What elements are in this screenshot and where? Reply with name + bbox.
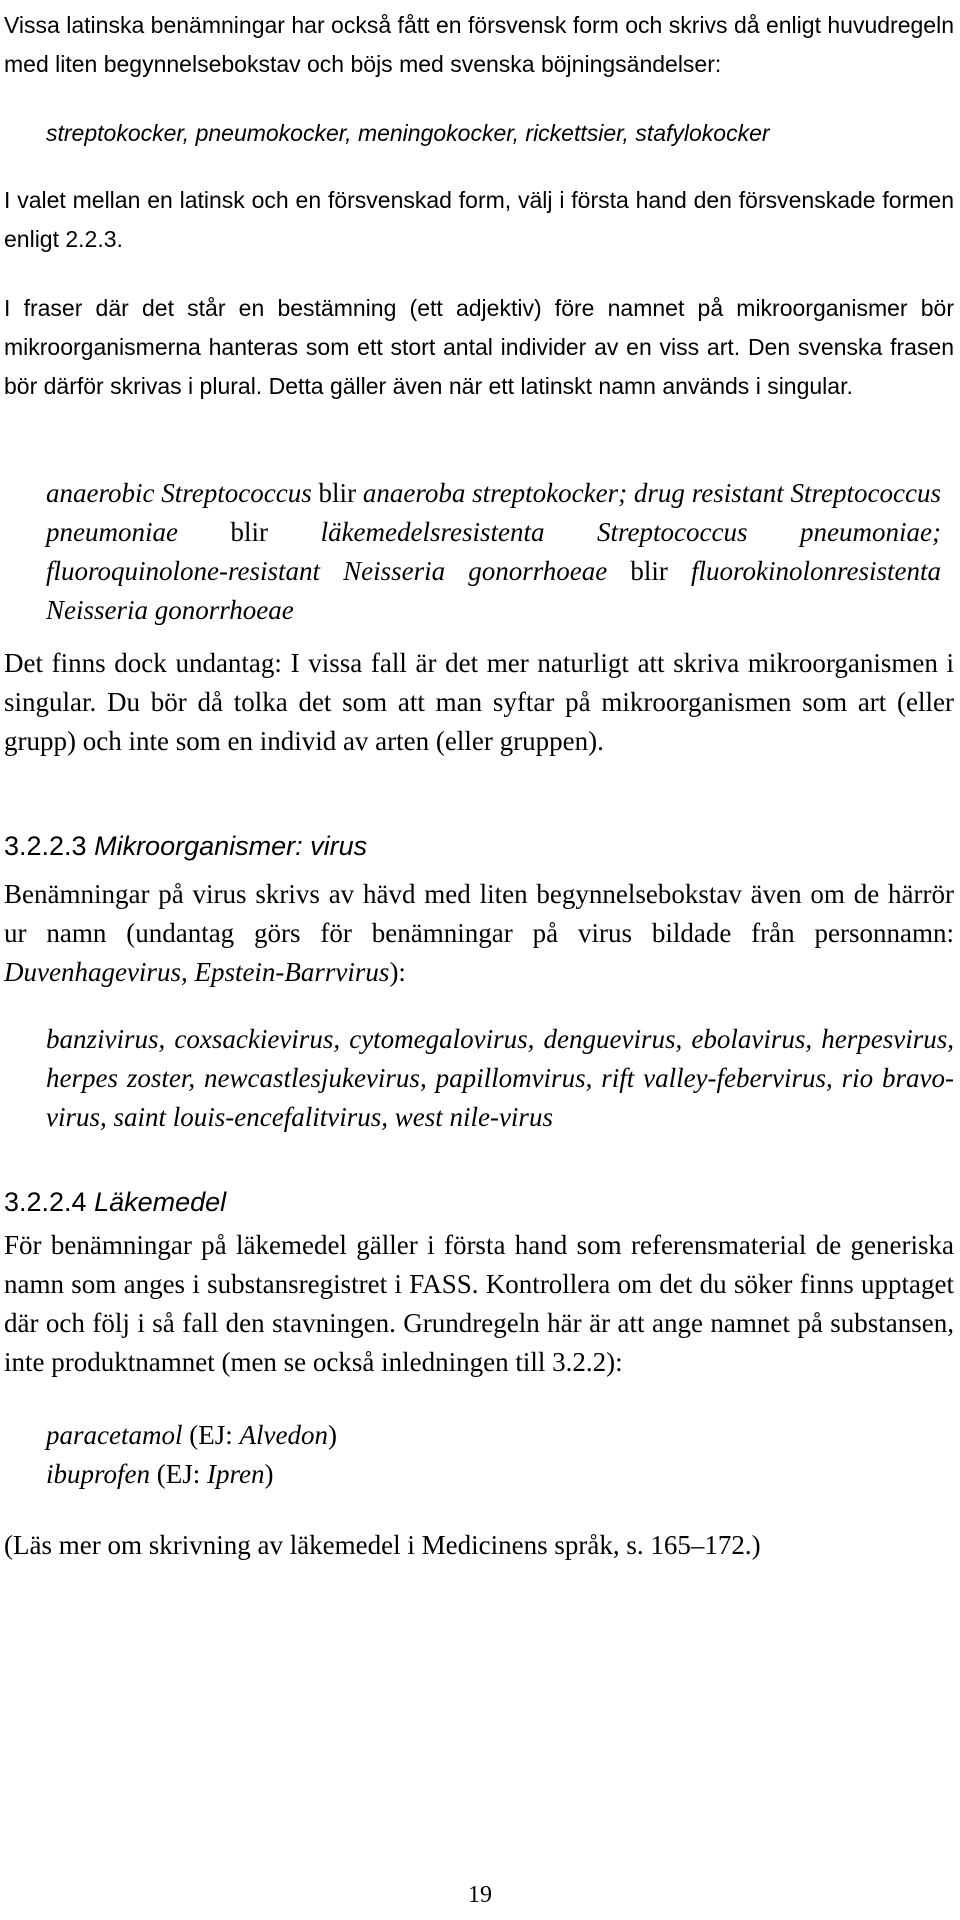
example-connector: blir xyxy=(607,556,691,586)
section-heading-virus xyxy=(4,828,954,864)
paragraph-drugs-rule: För benämningar på läkemedel gäller i första hand som referensmaterial de generiska namn som anges i substansregistret i FASS. Kontrollera om det du söker finns upptaget där och följ i så fall den stavningen. Grundregeln här är att ange namnet på substansen, inte produktnamnet (men se också inledningen till 3.2.2): xyxy=(4,1230,954,1377)
virus-examples: banzivirus, coxsackievirus, cytomegalovirus, denguevirus, ebolavirus, herpesvirus, herpes zoster, newcastlesjukevirus, papillomvirus, rift valley-febervirus, rio bravo-virus, saint louis-encefalitvirus, west nile-virus xyxy=(46,1024,954,1132)
virus-rule-examples: Duvenhagevirus, Epstein-Barrvirus xyxy=(4,957,390,987)
virus-rule-text: Benämningar på virus skrivs av hävd med liten begynnelsebokstav även om de härrör ur namn (undantag görs för benämningar på virus bildade från personnamn: xyxy=(4,879,954,948)
drug-reference-note: (Läs mer om skrivning av läkemedel i Medicinens språk, s. 165–172.) xyxy=(4,1530,761,1560)
example-term: anaeroba streptokocker; drug resistant Streptococcus pneumoniae xyxy=(46,478,942,547)
example-connector: ) xyxy=(264,1459,274,1489)
example-swedish-forms: streptokocker, pneumokocker, meningokocker, rickettsier, stafylokocker xyxy=(46,120,770,146)
section-number: 3.2.2.3 xyxy=(4,831,95,861)
example-connector: blir xyxy=(311,478,363,508)
paragraph-plural-rule: I fraser där det står en bestämning (ett adjektiv) före namnet på mikroorganismer bör mikroorganismerna hanteras som ett stort antal individer av en viss art. Den svenska frasen bör därför skrivas i plural. Detta gäller även när ett latinskt namn används i singular. xyxy=(4,295,954,399)
section-number: 3.2.2.4 xyxy=(4,1187,95,1217)
paragraph-virus-rule xyxy=(4,875,954,992)
example-term: läkemedelsresistenta Streptococcus pneumoniae; fluoroquinolone-resistant Neisseria gonorrhoeae xyxy=(46,517,941,586)
example-connector: ) xyxy=(327,1420,337,1450)
paragraph-choose-form: I valet mellan en latinsk och en försvenskad form, välj i första hand den försvenskade formen enligt 2.2.3. xyxy=(4,187,954,252)
section-title: Läkemedel xyxy=(94,1187,227,1217)
brand-name: Ipren xyxy=(207,1459,265,1489)
generic-name: paracetamol xyxy=(46,1420,183,1450)
drug-example-1 xyxy=(46,1416,946,1455)
brand-name: Alvedon xyxy=(239,1420,328,1450)
page-number: 19 xyxy=(468,1882,492,1908)
example-connector: blir xyxy=(177,517,321,547)
paragraph-exception: Det finns dock undantag: I vissa fall är det mer naturligt att skriva mikroorganismen i singular. Du bör då tolka det som att man syftar på mikroorganismen som art (eller grupp) och inte som en individ av arten (eller gruppen). xyxy=(4,648,954,756)
drug-example-2 xyxy=(46,1455,946,1494)
plural-example xyxy=(46,474,941,630)
example-term: anaerobic Streptococcus xyxy=(46,478,312,508)
section-heading-drugs xyxy=(4,1184,954,1220)
generic-name: ibuprofen xyxy=(46,1459,150,1489)
example-term: fluorokinolonresistenta Neisseria gonorrhoeae xyxy=(46,556,941,625)
virus-rule-end: ): xyxy=(389,957,406,987)
example-connector: (EJ: xyxy=(150,1459,207,1489)
example-connector: (EJ: xyxy=(182,1420,240,1450)
paragraph-latin-intro: Vissa latinska benämningar har också fått en försvensk form och skrivs då enligt huvudregeln med liten begynnelsebokstav och böjs med svenska böjningsändelser: xyxy=(4,12,954,77)
section-title: Mikroorganismer: virus xyxy=(94,831,368,861)
